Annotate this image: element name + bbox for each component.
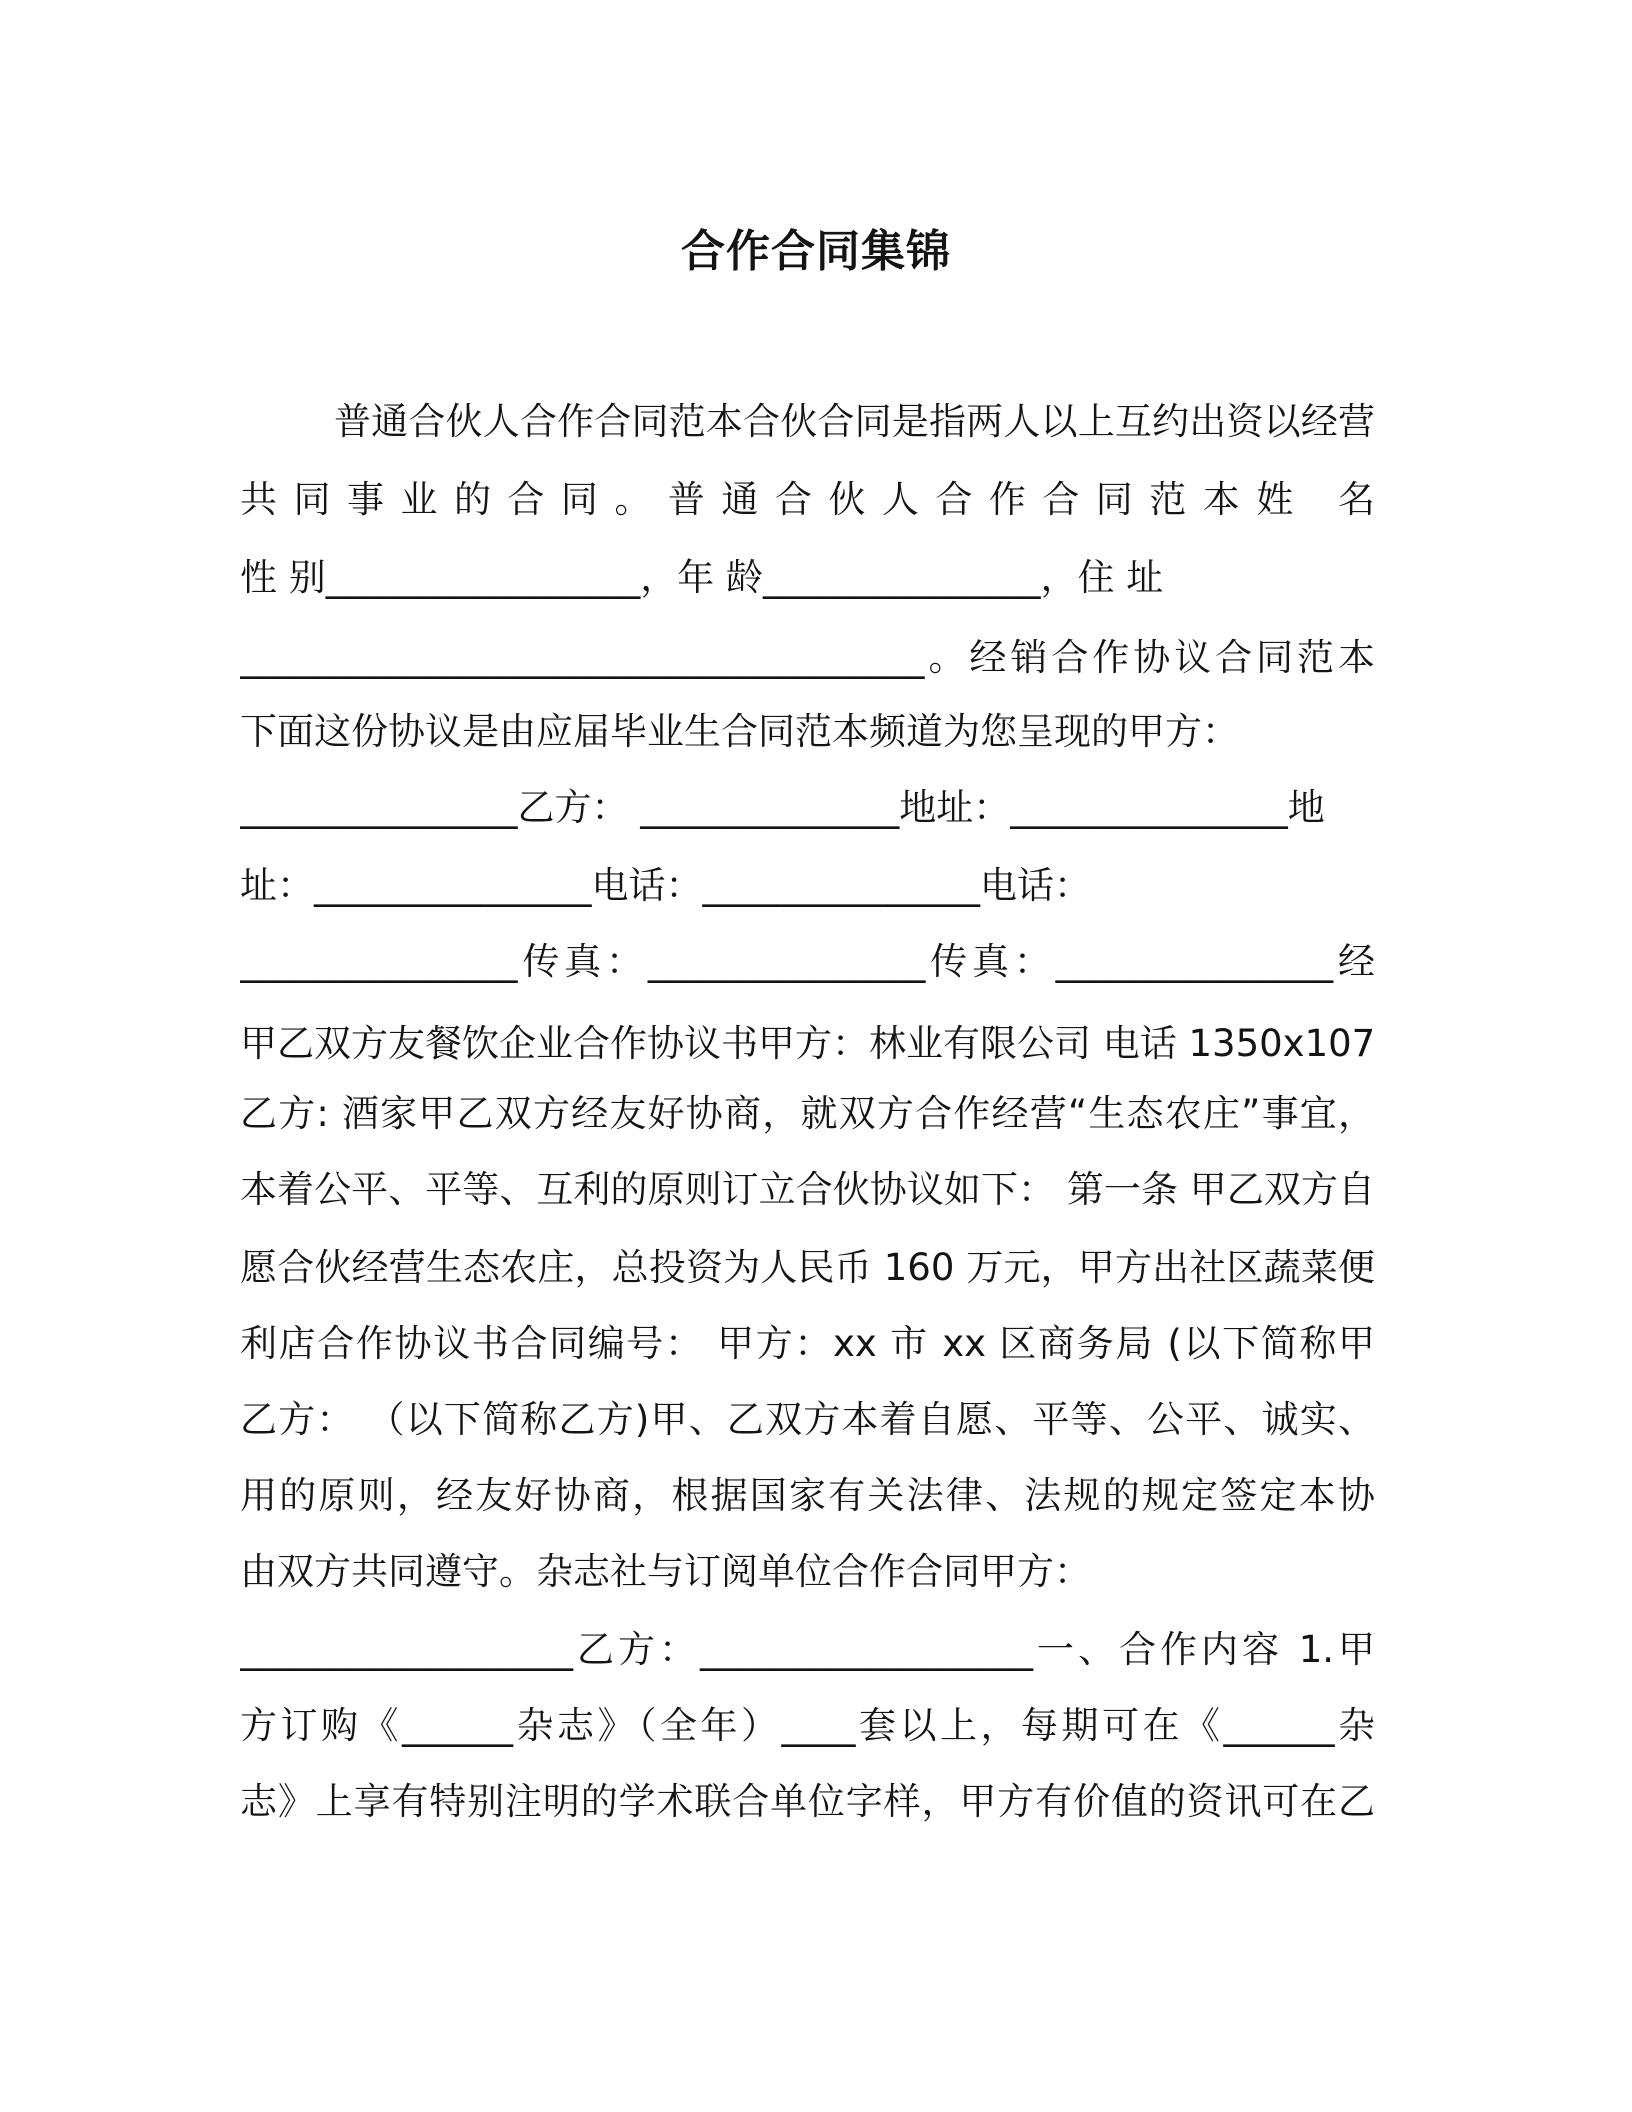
document-title: 合作合同集锦 <box>681 226 951 277</box>
paragraph-line-7: 址：_______________电话：_______________电话： <box>240 864 1091 907</box>
paragraph-line-2: 共同事业的合同。普通合伙人合作合同范本姓 名 <box>240 478 1375 521</box>
paragraph-line-8: _______________传真：_______________传真：_______________经 <box>240 940 1375 983</box>
paragraph-line-5: 下面这份协议是由应届毕业生合同范本频道为您呈现的甲方： <box>240 710 1239 753</box>
paragraph-line-15: 用的原则，经友好协商，根据国家有关法律、法规的规定签定本协 <box>240 1474 1375 1517</box>
paragraph-line-3: 性 别_________________，年 龄_______________，住 址 <box>240 556 1164 599</box>
paragraph-line-11: 本着公平、平等、互利的原则订立合伙协议如下： 第一条 甲乙双方自 <box>240 1168 1375 1211</box>
paragraph-line-18: 方订购《______杂志》（全年）____套以上，每期可在《______杂 <box>240 1704 1375 1747</box>
paragraph-line-16: 由双方共同遵守。杂志社与订阅单位合作合同甲方： <box>240 1550 1091 1593</box>
paragraph-line-9: 甲乙双方友餐饮企业合作协议书甲方：林业有限公司 电话 1350x107 <box>240 1022 1375 1065</box>
paragraph-line-1: 普通合伙人合作合同范本合伙合同是指两人以上互约出资以经营 <box>334 400 1375 443</box>
paragraph-line-19: 志》上享有特别注明的学术联合单位字样，甲方有价值的资讯可在乙 <box>240 1780 1375 1823</box>
paragraph-line-14: 乙方： （以下简称乙方)甲、乙双方本着自愿、平等、公平、诚实、 <box>240 1398 1375 1441</box>
paragraph-line-13: 利店合作协议书合同编号： 甲方：xx 市 xx 区商务局 (以下简称甲 <box>240 1322 1375 1365</box>
paragraph-line-17: __________________乙方：__________________一、合作内容 1.甲 <box>240 1628 1375 1671</box>
paragraph-line-6: _______________乙方： ______________地址：_______________地 <box>240 786 1325 829</box>
paragraph-line-12: 愿合伙经营生态农庄，总投资为人民币 160 万元，甲方出社区蔬菜便 <box>240 1246 1375 1289</box>
paragraph-line-4: _____________________________________。经销合作协议合同范本 <box>240 636 1375 679</box>
paragraph-line-10: 乙方: 酒家甲乙双方经友好协商，就双方合作经营“生态农庄”事宜， <box>240 1092 1375 1135</box>
